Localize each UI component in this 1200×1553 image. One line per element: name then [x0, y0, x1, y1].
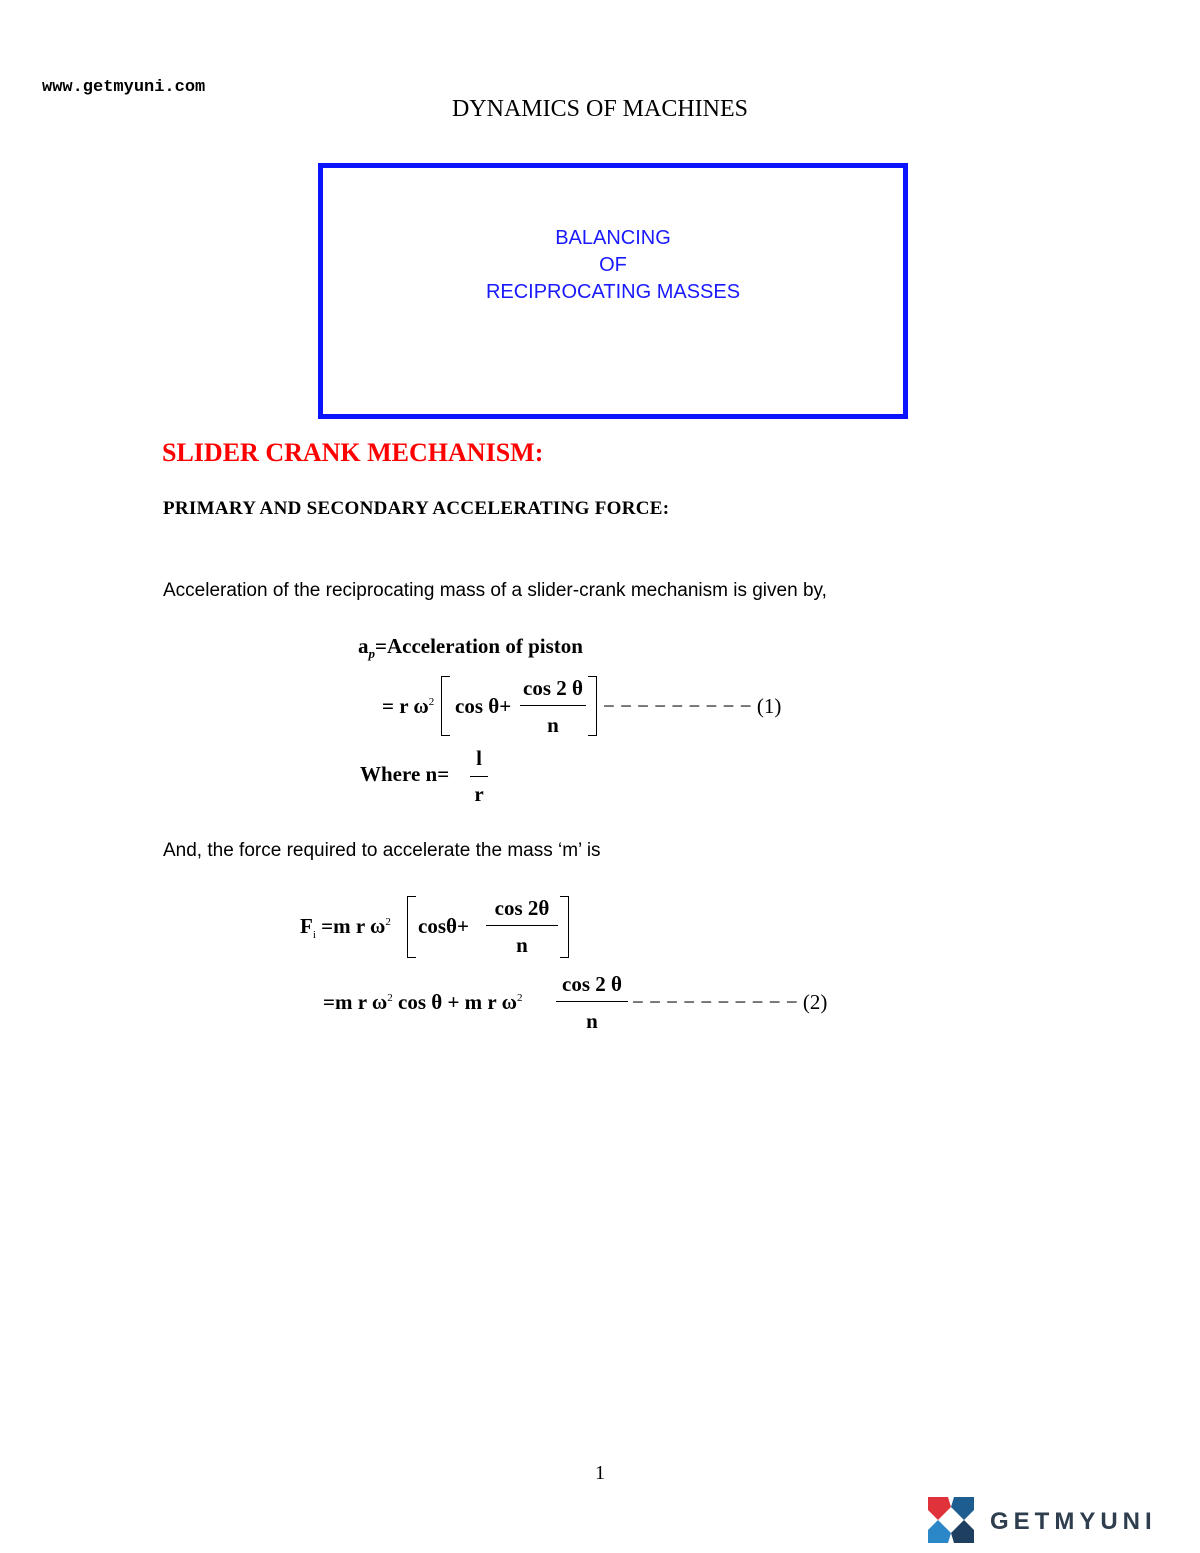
title-box: [318, 163, 908, 419]
eq2b-exponent-2: 2: [516, 992, 523, 1004]
paragraph-force: And, the force required to accelerate the mass ‘m’ is: [163, 840, 601, 861]
page-number: 1: [595, 1462, 605, 1484]
where-fraction-line: [470, 776, 488, 777]
eq2b-fraction-line: [556, 1001, 628, 1002]
eq2-numerator: cos 2θ: [494, 896, 550, 920]
eq2b-middle: cos θ + m r ω: [392, 990, 517, 1014]
eq2-right-bracket: [560, 896, 569, 958]
eq2b-equation-number: − − − − − − − − − − (2): [632, 990, 828, 1014]
equation-1b-prefix: [382, 694, 434, 719]
eq1b-equation-number: − − − − − − − − − (1): [603, 694, 782, 718]
equation-2b: [323, 990, 522, 1015]
equation-1-lhs: [358, 634, 583, 662]
eq1-symbol: a: [358, 634, 369, 658]
title-box-line-2: OF: [599, 254, 627, 276]
title-box-line-3: RECIPROCATING MASSES: [485, 281, 741, 303]
eq1-rhs: =Acceleration of piston: [375, 634, 583, 658]
eq2b-exponent-1: 2: [387, 992, 393, 1004]
where-numerator: l: [476, 746, 482, 770]
eq2-prefix: =m r ω: [321, 914, 386, 938]
paragraph-acceleration: Acceleration of the reciprocating mass of a slider-crank mechanism is given by,: [163, 580, 827, 601]
eq2-fraction-line: [486, 925, 558, 926]
eq1b-exponent: 2: [428, 696, 435, 708]
eq2b-prefix: =m r ω: [323, 990, 388, 1014]
eq2-symbol: F: [300, 914, 313, 938]
eq1b-denominator: n: [547, 713, 559, 737]
document-title: DYNAMICS OF MACHINES: [451, 96, 749, 122]
eq2-exponent: 2: [385, 916, 391, 928]
eq2b-denominator: n: [586, 1009, 598, 1033]
eq2b-numerator: cos 2 θ: [562, 972, 622, 996]
eq1b-cos: cos θ+: [455, 694, 512, 718]
eq2-left-bracket: [407, 896, 416, 958]
eq1-subscript: p: [368, 646, 375, 662]
where-label: Where n=: [360, 762, 450, 786]
eq1b-fraction-line: [520, 705, 586, 706]
logo-wordmark: GETMYUNI: [990, 1508, 1157, 1535]
title-box-text: [323, 225, 903, 306]
eq2-cos: cosθ+: [418, 914, 469, 938]
sub-heading: PRIMARY AND SECONDARY ACCELERATING FORCE:: [163, 498, 670, 519]
equation-2-lhs: [300, 914, 391, 941]
where-denominator: r: [474, 782, 484, 806]
eq2-subscript: i: [312, 929, 316, 942]
eq1b-left-bracket: [441, 676, 450, 736]
site-url: www.getmyuni.com: [42, 78, 206, 97]
eq1b-numerator: cos 2 θ: [523, 676, 583, 700]
getmyuni-logo-icon: [926, 1495, 976, 1550]
eq1b-right-bracket: [588, 676, 597, 736]
eq2-denominator: n: [516, 933, 528, 957]
title-box-line-1: BALANCING: [555, 227, 671, 249]
eq1b-prefix: = r ω: [382, 694, 429, 718]
section-heading: SLIDER CRANK MECHANISM:: [162, 438, 544, 467]
